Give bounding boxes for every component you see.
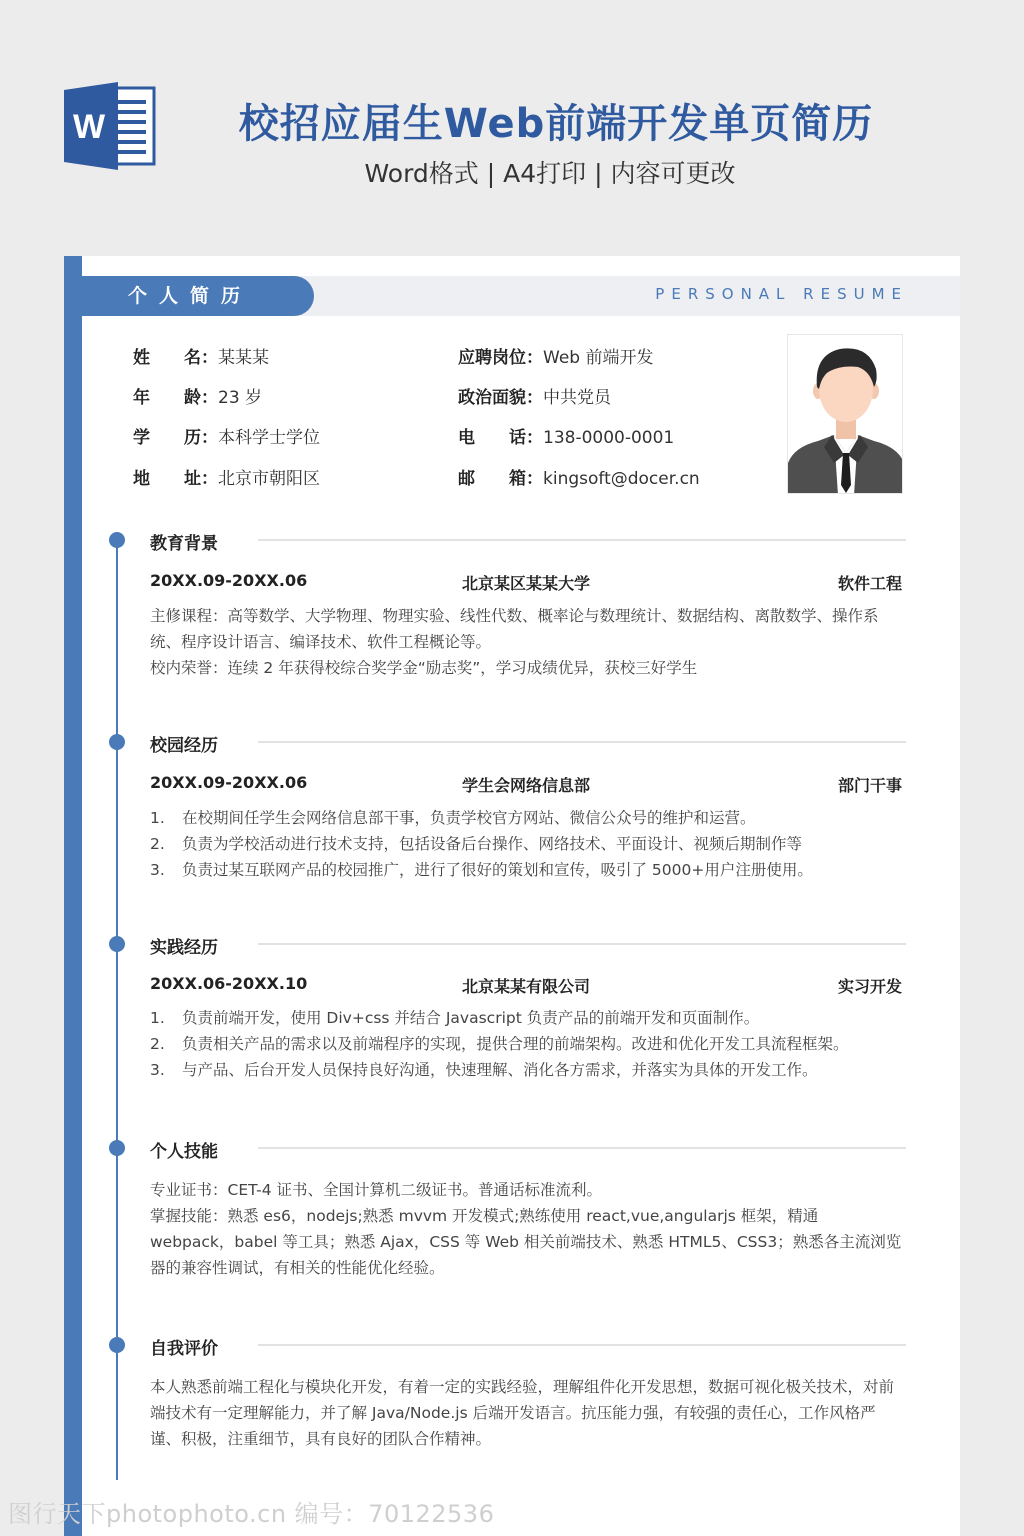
practice-date: 20XX.06-20XX.10 — [150, 974, 308, 993]
word-icon — [64, 82, 156, 170]
section-divider — [258, 1147, 906, 1149]
avatar-icon — [788, 335, 903, 494]
campus-date: 20XX.09-20XX.06 — [150, 773, 308, 792]
education-major: 软件工程 — [837, 574, 902, 593]
info-email — [458, 468, 700, 490]
section-divider — [258, 741, 906, 743]
list-text: 负责为学校活动进行技术支持，包括设备后台操作、网络技术、平面设计、视频后期制作等 — [182, 835, 803, 853]
campus-org: 学生会网络信息部 — [461, 776, 590, 795]
list-number: 2. — [150, 835, 165, 853]
list-number: 3. — [150, 861, 165, 879]
resume-title-cn: 个人简历 — [64, 276, 314, 316]
skills-techniques: 掌握技能：熟悉 es6，nodejs;熟悉 mvvm 开发模式;熟练使用 react,vue,angularjs 框架，精通 webpack，babel 等工具；熟悉 Ajax，CSS 等 Web 相关前端技术、熟悉 HTML5、CSS3；熟悉各主流浏览器的兼容性调试，有相关的性能优化经验。 — [150, 1207, 902, 1277]
skills-certificates: 专业证书：CET-4 证书、全国计算机二级证书。普通话标准流利。 — [150, 1181, 603, 1199]
section-dot — [109, 936, 125, 952]
info-value: 本科学士学位 — [218, 428, 320, 448]
section-divider — [258, 943, 906, 945]
info-value: 北京市朝阳区 — [218, 469, 320, 489]
info-value: kingsoft@docer.cn — [543, 469, 700, 489]
resume-title-en: PERSONAL RESUME — [655, 285, 908, 303]
section-dot — [109, 1337, 125, 1353]
list-number: 1. — [150, 1009, 165, 1027]
hero — [0, 0, 1024, 250]
info-value: Web 前端开发 — [543, 348, 654, 368]
education-honors: 校内荣誉：连续 2 年获得校综合奖学金“励志奖”，学习成绩优异，获校三好学生 — [150, 659, 698, 677]
practice-company: 北京某某有限公司 — [461, 977, 590, 996]
list-text: 负责过某互联网产品的校园推广，进行了很好的策划和宣传，吸引了 5000+用户注册使用。 — [182, 861, 813, 879]
section-dot — [109, 734, 125, 750]
section-title-campus: 校园经历 — [150, 736, 218, 756]
section-title-education: 教育背景 — [150, 534, 218, 554]
info-age — [133, 387, 262, 409]
info-name — [133, 347, 269, 369]
education-date: 20XX.09-20XX.06 — [150, 571, 308, 590]
info-value: 某某某 — [218, 348, 269, 368]
info-label: 邮 箱： — [458, 469, 543, 489]
info-political — [458, 387, 611, 409]
info-education — [133, 427, 320, 449]
info-label: 应聘岗位： — [458, 348, 543, 368]
side-accent-bar — [64, 256, 82, 1536]
list-number: 3. — [150, 1061, 165, 1079]
list-text: 在校期间任学生会网络信息部干事，负责学校官方网站、微信公众号的维护和运营。 — [182, 809, 756, 827]
svg-text:W: W — [72, 108, 106, 146]
info-label: 政治面貌： — [458, 388, 543, 408]
section-title-practice: 实践经历 — [150, 938, 218, 958]
info-label: 姓 名： — [133, 348, 218, 368]
info-label: 年 龄： — [133, 388, 218, 408]
info-value: 中共党员 — [543, 388, 611, 408]
info-phone — [458, 427, 674, 449]
list-text: 负责前端开发，使用 Div+css 并结合 Javascript 负责产品的前端开发和页面制作。 — [182, 1009, 760, 1027]
section-title-skills: 个人技能 — [150, 1142, 218, 1162]
practice-header — [150, 974, 902, 996]
avatar — [787, 334, 903, 494]
info-label: 电 话： — [458, 428, 543, 448]
section-dot — [109, 1140, 125, 1156]
info-value: 138-0000-0001 — [543, 428, 675, 448]
section-divider — [258, 1344, 906, 1346]
education-header — [150, 571, 902, 593]
practice-role: 实习开发 — [837, 977, 902, 996]
self-evaluation-text: 本人熟悉前端工程化与模块化开发，有着一定的实践经验，理解组件化开发思想，数据可视化极关技术，对前端技术有一定理解能力，并了解 Java/Node.js 后端开发语言。抗压能力强，有较强的责任心，工作风格严谨、积极，注重细节，具有良好的团队合作精神。 — [150, 1378, 895, 1448]
info-label: 地 址： — [133, 469, 218, 489]
list-number: 2. — [150, 1035, 165, 1053]
watermark: 图行天下photophoto.cn 编号：70122536 — [8, 1500, 495, 1528]
page-title: 校招应届生Web前端开发单页简历 — [238, 101, 874, 147]
list-number: 1. — [150, 809, 165, 827]
education-courses: 主修课程：高等数学、大学物理、物理实验、线性代数、概率论与数理统计、数据结构、离散数学、操作系统、程序设计语言、编译技术、软件工程概论等。 — [150, 607, 879, 651]
info-value: 23 岁 — [218, 388, 263, 408]
campus-role: 部门干事 — [837, 776, 902, 795]
page-subtitle: Word格式 | A4打印 | 内容可更改 — [364, 159, 736, 188]
info-label: 学 历： — [133, 428, 218, 448]
campus-header — [150, 773, 902, 795]
list-text: 与产品、后台开发人员保持良好沟通，快速理解、消化各方需求，并落实为具体的开发工作。 — [182, 1061, 818, 1079]
section-dot — [109, 532, 125, 548]
list-text: 负责相关产品的需求以及前端程序的实现，提供合理的前端架构。改进和优化开发工具流程框架。 — [182, 1035, 849, 1053]
section-divider — [258, 539, 906, 541]
info-position — [458, 347, 653, 369]
education-school: 北京某区某某大学 — [461, 574, 590, 593]
section-title-self: 自我评价 — [150, 1339, 218, 1359]
info-address — [133, 468, 320, 490]
